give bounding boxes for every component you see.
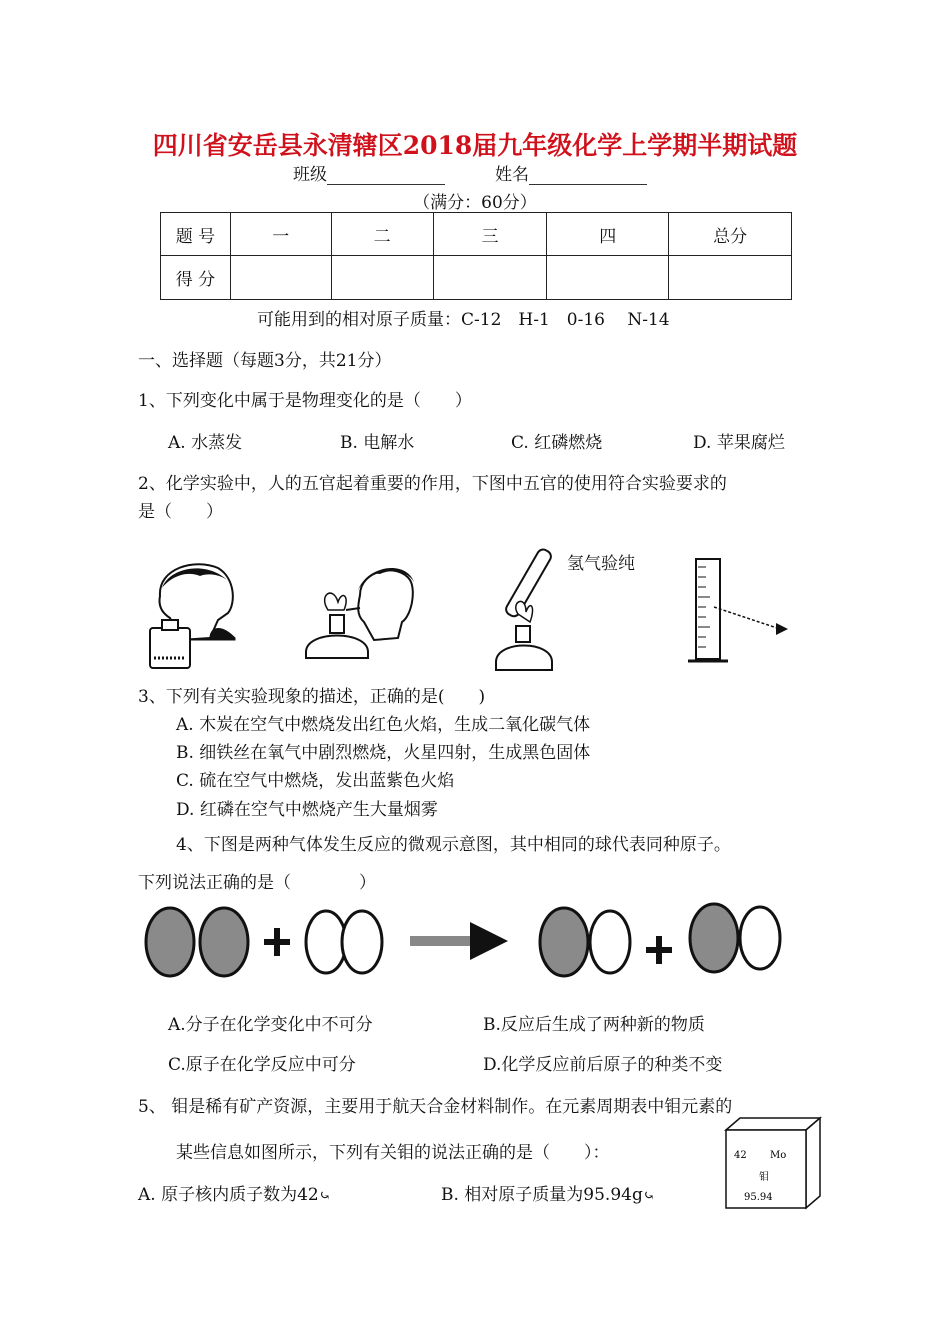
section-heading: 一、选择题（每题3分，共21分） [138, 351, 392, 371]
q5-option-b-text: B. 相对原子质量为95.94g [441, 1185, 643, 1205]
question-2-stem: 2、化学实验中，人的五官起着重要的作用，下图中五官的使用符合实验要求的 [138, 474, 727, 494]
cylinder-reading-figure [680, 557, 800, 667]
name-blank[interactable] [529, 166, 647, 185]
element-molybdenum-cube [724, 1116, 824, 1211]
score-header-cell: 四 [547, 213, 669, 256]
question-2-stem-cont: 是（ ） [138, 502, 223, 522]
hydrogen-test-label: 氢气验纯 [567, 554, 635, 574]
reaction-diagram [140, 900, 800, 980]
atomic-mass-note: 可能用到的相对原子质量：C-12 H-1 0-16 N-14 [257, 310, 670, 330]
score-header-cell: 三 [433, 213, 547, 256]
name-label: 姓名 [495, 165, 529, 185]
score-cell[interactable] [230, 256, 331, 300]
q3-option-b[interactable]: B. 细铁丝在氧气中剧烈燃烧，火星四射，生成黑色固体 [176, 743, 591, 763]
question-5-stem: 5、 钼是稀有矿产资源，主要用于航天合金材料制作。在元素周期表中钼元素的 [138, 1097, 733, 1117]
score-cell[interactable] [547, 256, 669, 300]
element-symbol: Mo [770, 1150, 787, 1161]
score-header-cell: 二 [331, 213, 433, 256]
full-score: （满分：60分） [413, 193, 537, 213]
q1-option-b[interactable]: B. 电解水 [340, 433, 415, 453]
score-header-cell: 总分 [669, 213, 792, 256]
score-cell[interactable] [433, 256, 547, 300]
q3-option-d[interactable]: D. 红磷在空气中燃烧产生大量烟雾 [176, 800, 438, 820]
score-header-cell: 题 号 [161, 213, 231, 256]
class-blank[interactable] [327, 166, 445, 185]
q5-option-b[interactable]: B. 相对原子质量为95.94g⤿ [441, 1185, 655, 1205]
smell-directly-figure [140, 558, 240, 673]
hydrogen-test-figure [492, 542, 572, 676]
q5-option-a-text: A. 原子核内质子数为42 [138, 1185, 319, 1205]
q1-option-a[interactable]: A. 水蒸发 [168, 433, 243, 453]
question-4-stem: 4、下图是两种气体发生反应的微观示意图，其中相同的球代表同种原子。 [176, 835, 731, 855]
class-label: 班级 [293, 165, 327, 185]
element-name: 钼 [759, 1172, 769, 1183]
element-number: 42 [734, 1150, 747, 1161]
q4-option-a[interactable]: A.分子在化学变化中不可分 [168, 1015, 373, 1035]
element-mass: 95.94 [744, 1192, 773, 1203]
q4-option-d[interactable]: D.化学反应前后原子的种类不变 [483, 1055, 723, 1075]
q3-option-c[interactable]: C. 硫在空气中燃烧，发出蓝紫色火焰 [176, 771, 455, 791]
score-cell[interactable] [331, 256, 433, 300]
q3-option-a[interactable]: A. 木炭在空气中燃烧发出红色火焰，生成二氧化碳气体 [176, 715, 591, 735]
q4-option-b[interactable]: B.反应后生成了两种新的物质 [483, 1015, 705, 1035]
blow-lamp-figure [298, 560, 418, 675]
question-5-stem-cont: 某些信息如图所示，下列有关钼的说法正确的是（ ）： [176, 1143, 610, 1163]
name-field[interactable] [495, 160, 647, 185]
q1-option-d[interactable]: D. 苹果腐烂 [693, 433, 785, 453]
question-4-stem-cont: 下列说法正确的是（ ） [138, 873, 376, 893]
class-field[interactable] [293, 160, 445, 185]
score-cell[interactable] [669, 256, 792, 300]
score-row-label: 得 分 [161, 256, 231, 300]
score-header-cell: 一 [230, 213, 331, 256]
q1-option-c[interactable]: C. 红磷燃烧 [511, 433, 603, 453]
score-table [160, 212, 792, 300]
page-title: 四川省安岳县永清辖区2018届九年级化学上学期半期试题 [152, 131, 798, 160]
q5-option-a[interactable]: A. 原子核内质子数为42⤿ [138, 1185, 331, 1205]
q4-option-c[interactable]: C.原子在化学反应中可分 [168, 1055, 356, 1075]
question-3-stem: 3、下列有关实验现象的描述，正确的是( ) [138, 687, 486, 707]
question-1-stem: 1、下列变化中属于是物理变化的是（ ） [138, 391, 472, 411]
